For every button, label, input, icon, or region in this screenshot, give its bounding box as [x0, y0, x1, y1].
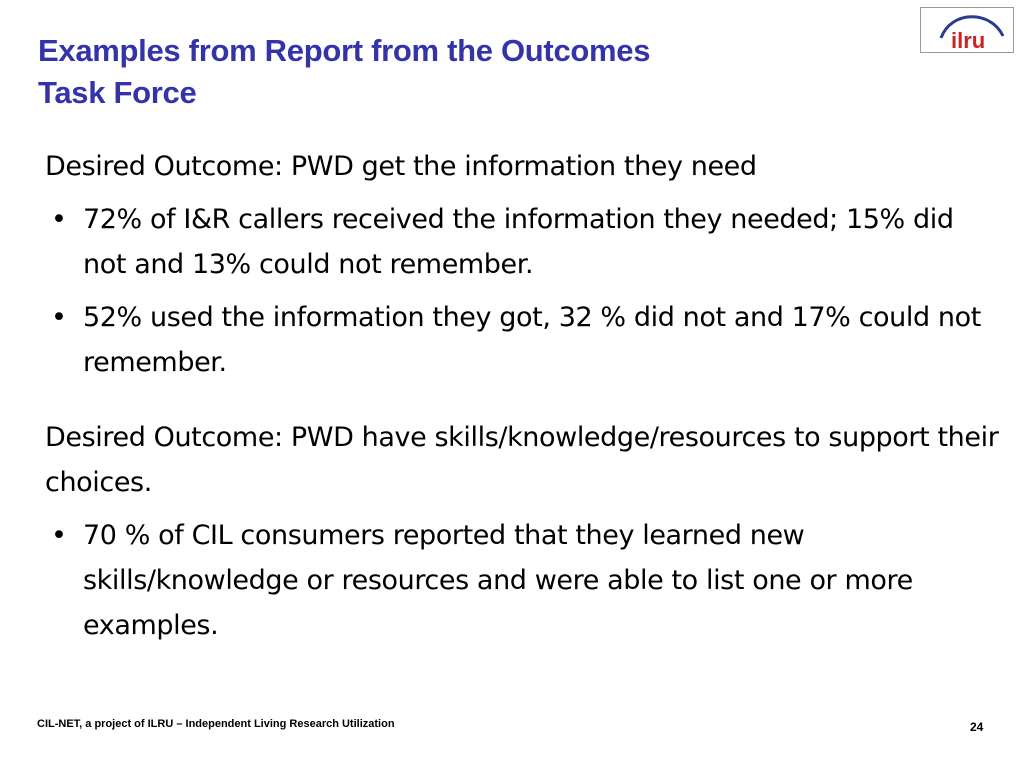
bullet-item: [45, 295, 1000, 385]
bullet-text: 52% used the information they got, 32 % did not and 17% could not remember.: [83, 302, 981, 378]
section-2-heading: Desired Outcome: PWD have skills/knowledge/resources to support their choices.: [45, 422, 999, 498]
slide-body: [45, 144, 1000, 648]
bullet-text: 70 % of CIL consumers reported that they learned new skills/knowledge or resources and were able to list one or more examples.: [83, 520, 913, 641]
ilru-logo-graphic: [921, 8, 1013, 52]
slide-title: [38, 30, 898, 114]
page-number: 24: [970, 720, 984, 734]
section-1-heading: Desired Outcome: PWD get the information they need: [45, 151, 757, 182]
section-spacer: [45, 385, 1000, 415]
slide-title-line-1: Examples from Report from the Outcomes: [38, 33, 651, 68]
footer-credit: CIL-NET, a project of ILRU – Independent Living Research Utilization: [37, 718, 395, 730]
logo-text: ilru: [951, 28, 986, 52]
slide-title-line-2: Task Force: [38, 75, 197, 110]
bullet-item: [45, 197, 1000, 287]
bullet-dot: •: [51, 204, 67, 235]
bullet-dot: •: [51, 302, 67, 333]
ilru-logo: [920, 7, 1014, 53]
bullet-text: 72% of I&R callers received the information they needed; 15% did not and 13% could not remember.: [83, 204, 954, 280]
bullet-dot: •: [51, 520, 67, 551]
bullet-item: [45, 513, 1000, 648]
